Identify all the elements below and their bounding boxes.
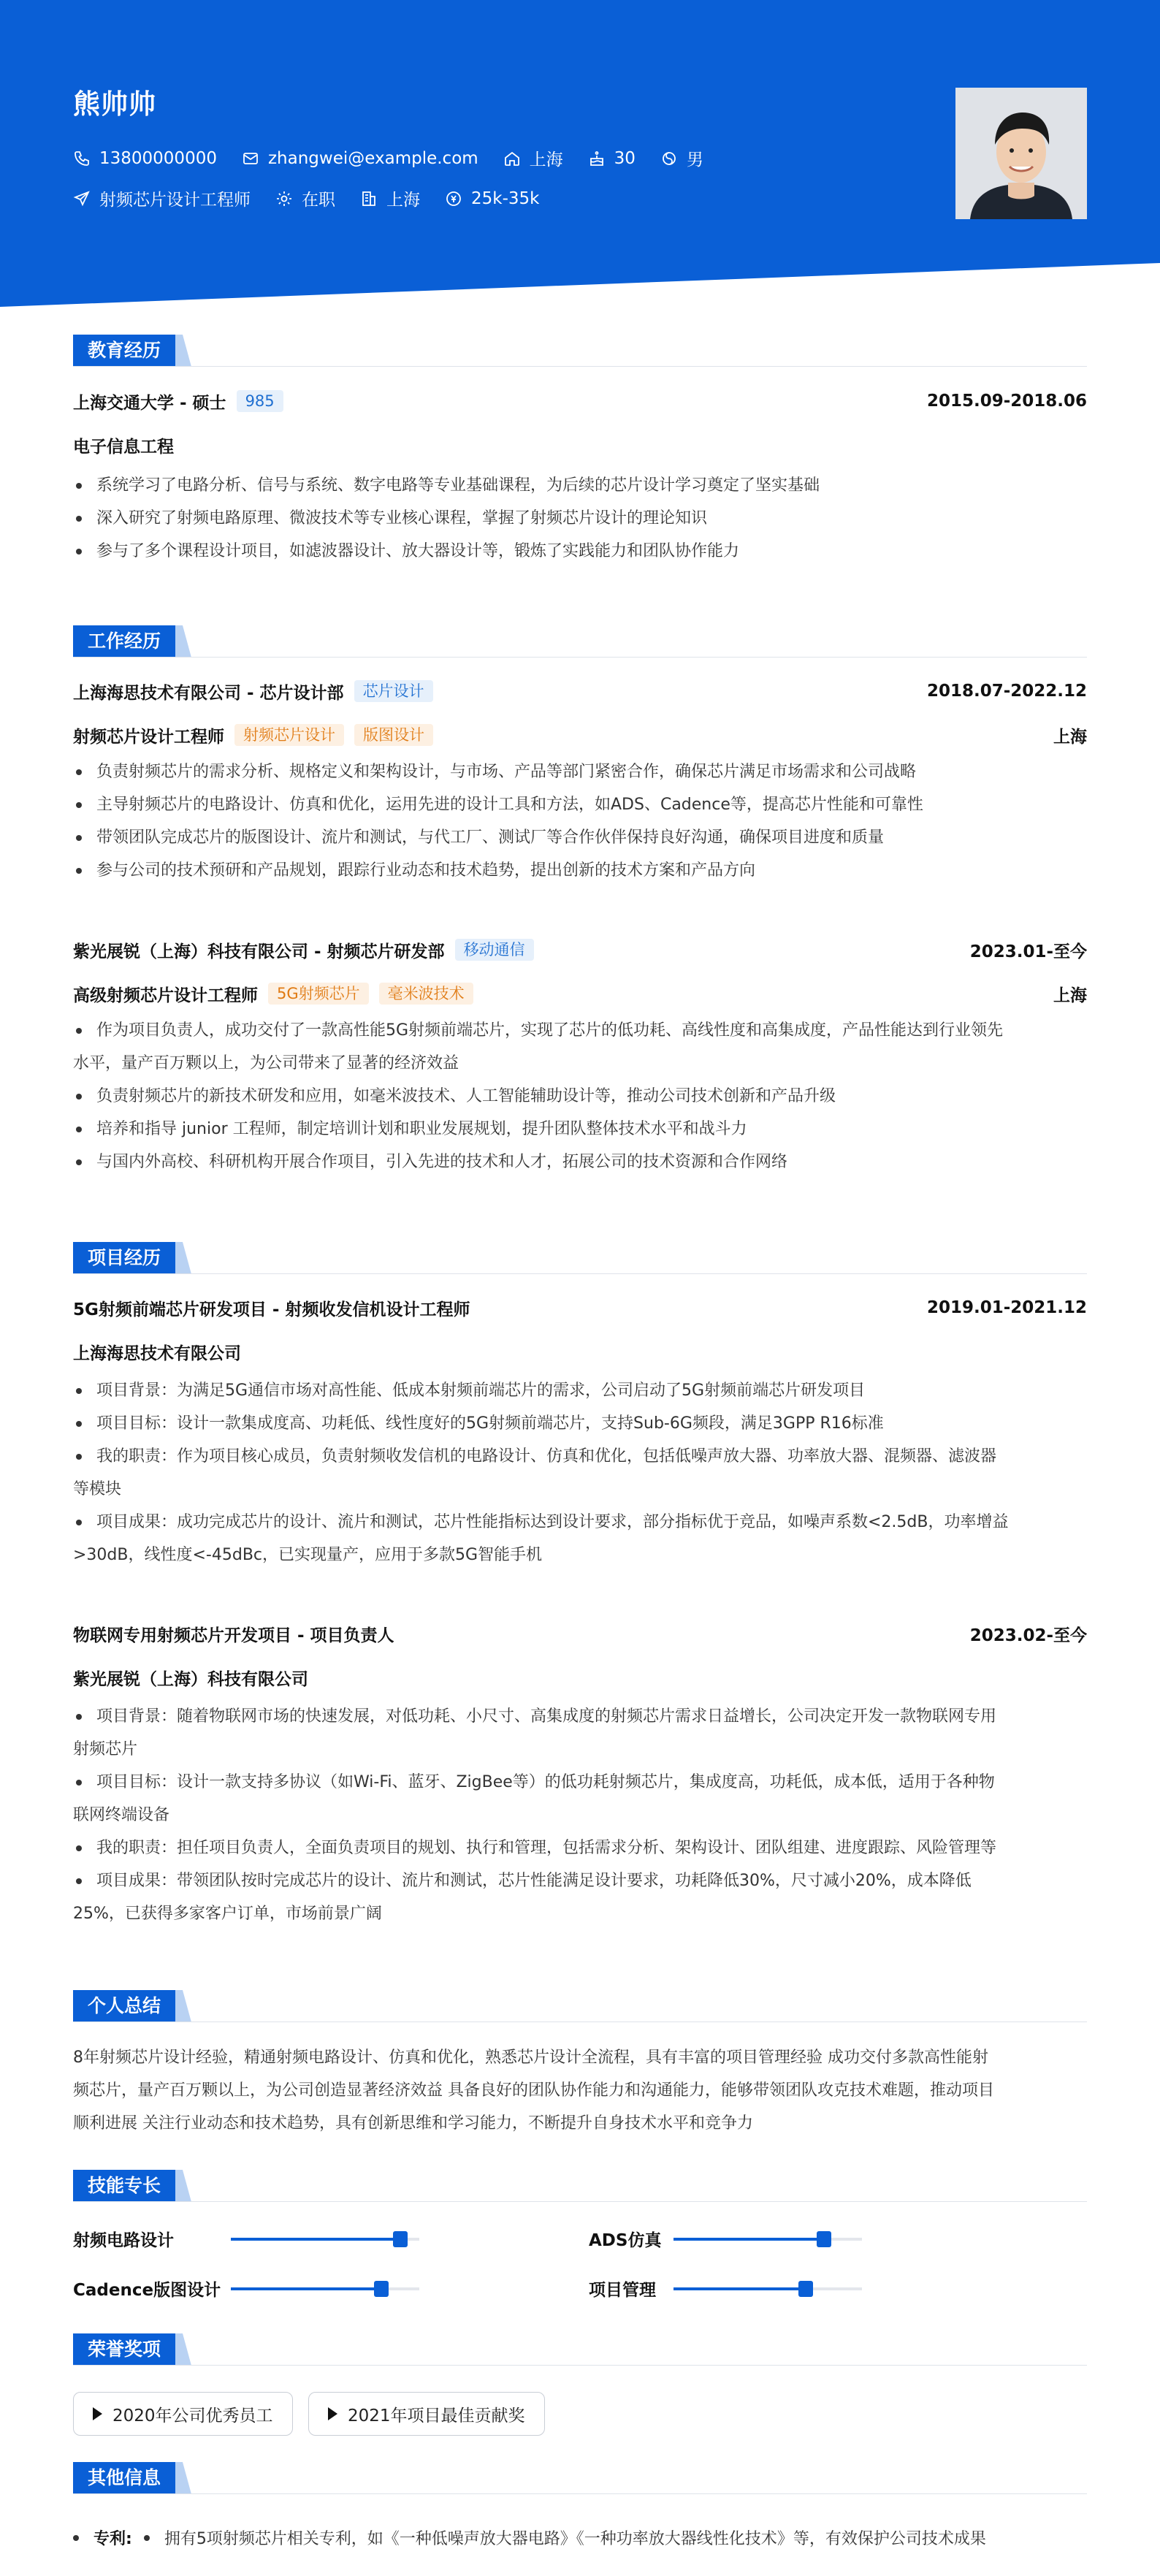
skill-knob [798, 2281, 813, 2297]
skill-bar [231, 2287, 419, 2290]
awards-section [73, 2333, 1087, 2426]
contact-row [73, 146, 728, 170]
skill-item [589, 2227, 862, 2251]
bullet-line: 联网终端设备 [73, 1806, 170, 1824]
skill-bar [674, 2238, 862, 2241]
skill-tag: 版图设计 [354, 724, 433, 746]
skill-tag: 射频芯片设计 [234, 724, 344, 746]
section-title-text: 项目经历 [73, 1242, 175, 1274]
section-title-education [73, 335, 1087, 367]
age-item [588, 149, 636, 168]
section-divider [73, 1273, 1087, 1274]
skill-item [73, 2276, 419, 2301]
summary-section [73, 1990, 1087, 2133]
skill-fill [674, 2238, 824, 2241]
award-text: 2021年项目最佳贡献奖 [348, 2406, 525, 2426]
job-title: 高级射频芯片设计工程师 [73, 986, 258, 1005]
salary-text: 25k-35k [471, 188, 540, 208]
project-head [73, 1296, 1087, 1319]
list-item: 主导射频芯片的电路设计、仿真和优化，运用先进的设计工具和方法，如ADS、Cadence等，提高芯片性能和可靠性 [73, 788, 1087, 821]
bullet-line: 项目成果：成功完成芯片的设计、流片和测试，芯片性能指标达到设计要求，部分指标优于竞品，如噪声系数<2.5dB，功率增益 [96, 1513, 1009, 1531]
section-title-project [73, 1242, 1087, 1274]
title-tail-decoration [175, 625, 193, 658]
skill-item [73, 2227, 419, 2251]
money-icon [445, 190, 462, 207]
city-text: 上海 [529, 150, 563, 169]
phone-item [73, 149, 217, 168]
bullet-line: 水平，量产百万颗以上，为公司带来了显著的经济效益 [73, 1054, 459, 1072]
mail-icon [242, 150, 259, 167]
list-item [73, 1440, 1087, 1506]
award-chip [308, 2392, 545, 2436]
phone-icon [73, 150, 91, 167]
work-role-row [73, 982, 1087, 1005]
bullet-line: 项目背景：随着物联网市场的快速发展，对低功耗、小尺寸、高集成度的射频芯片需求日益增长，公司决定开发一款物联网专用 [96, 1707, 997, 1726]
school-name: 上海交通大学 - 硕士 [73, 393, 226, 413]
work-head [73, 679, 1087, 703]
award-chip [73, 2392, 293, 2436]
project-section [73, 1242, 1087, 1923]
list-item: 参与了多个课程设计项目，如滤波器设计、放大器设计等，锻炼了实践能力和团队协作能力 [73, 535, 1087, 568]
education-entry [73, 389, 1087, 568]
education-date: 2015.09-2018.06 [926, 392, 1087, 411]
age-text: 30 [614, 148, 636, 168]
award-text: 2020年公司优秀员工 [112, 2406, 273, 2426]
phone-text: 13800000000 [99, 148, 217, 168]
work-location: 上海 [1053, 986, 1087, 1005]
skill-knob [374, 2281, 389, 2297]
work-location: 上海 [1053, 727, 1087, 747]
list-item [73, 1864, 1087, 1930]
list-item: 深入研究了射频电路原理、微波技术等专业核心课程，掌握了射频芯片设计的理论知识 [73, 502, 1087, 535]
send-icon [73, 190, 91, 207]
city-item [503, 146, 563, 170]
summary-line: 顺利进展 关注行业动态和技术趋势，具有创新思维和学习能力，不断提升自身技术水平和竞争力 [73, 2114, 753, 2133]
list-item: 项目目标：设计一款集成度高、功耗低、线性度好的5G射频前端芯片，支持Sub-6G频段，满足3GPP R16标准 [73, 1407, 1087, 1440]
list-item: 带领团队完成芯片的版图设计、流片和测试，与代工厂、测试厂等合作伙伴保持良好沟通，确保项目进度和质量 [73, 821, 1087, 854]
summary-line: 频芯片，量产百万颗以上，为公司创造显著经济效益 具备良好的团队协作能力和沟通能力，能够带领团队攻克技术难题，推动项目 [73, 2081, 994, 2100]
section-divider [73, 366, 1087, 367]
skill-fill [231, 2287, 381, 2290]
bullet-line: 项目目标：设计一款支持多协议（如Wi-Fi、蓝牙、ZigBee等）的低功耗射频芯片，集成度高，功耗低，成本低，适用于各种物 [96, 1773, 995, 1791]
skill-knob [817, 2231, 831, 2247]
other-section [73, 2462, 1087, 2572]
skill-knob [393, 2231, 408, 2247]
work-bullets [73, 755, 1087, 887]
project-head [73, 1622, 1087, 1645]
job-intent-row [73, 186, 564, 210]
project-date: 2023.02-至今 [969, 1626, 1087, 1645]
education-bullets [73, 469, 1087, 568]
title-tail-decoration [175, 1242, 193, 1274]
email-text: zhangwei@example.com [267, 148, 478, 168]
industry-badge: 芯片设计 [354, 680, 433, 702]
work-entry [73, 938, 1087, 1178]
skills-section [73, 2170, 1087, 2309]
industry-badge: 移动通信 [455, 939, 534, 961]
work-city-item [360, 186, 420, 210]
skill-name: 射频电路设计 [73, 2231, 174, 2250]
education-section [73, 335, 1087, 560]
section-title-summary [73, 1990, 1087, 2022]
section-title-text: 技能专长 [73, 2170, 175, 2202]
list-item [73, 1766, 1087, 1832]
home-icon [503, 150, 521, 167]
list-item [73, 1506, 1087, 1571]
skill-bar [231, 2238, 419, 2241]
position-item [73, 186, 251, 210]
list-item: 培养和指导 junior 工程师，制定培训计划和职业发展规划，提升团队整体技术水平和战斗力 [73, 1113, 1087, 1146]
skill-fill [674, 2287, 806, 2290]
list-item: 负责射频芯片的新技术研发和应用，如毫米波技术、人工智能辅助设计等，推动公司技术创新和产品升级 [73, 1080, 1087, 1113]
work-bullets [73, 1014, 1087, 1178]
bullet-dot [73, 2535, 79, 2541]
project-org: 上海海思技术有限公司 [73, 1344, 241, 1363]
section-title-text: 其他信息 [73, 2462, 175, 2494]
section-title-skills [73, 2170, 1087, 2202]
project-entry [73, 1296, 1087, 1571]
project-name: 5G射频前端芯片研发项目 - 射频收发信机设计工程师 [73, 1300, 470, 1319]
bullet-line: 射频芯片 [73, 1740, 138, 1758]
title-tail-decoration [175, 2170, 193, 2202]
work-head [73, 938, 1087, 961]
skill-name: ADS仿真 [589, 2231, 662, 2250]
avatar [955, 88, 1087, 219]
section-divider [73, 2365, 1087, 2366]
bullet-line: 25%，已获得多家客户订单，市场前景广阔 [73, 1905, 382, 1923]
major-name: 电子信息工程 [73, 438, 174, 457]
work-date: 2018.07-2022.12 [926, 682, 1087, 701]
section-title-text: 工作经历 [73, 625, 175, 658]
bullet-line: >30dB，线性度<-45dBc，已实现量产，应用于多款5G智能手机 [73, 1546, 543, 1564]
resume-header [0, 0, 1160, 314]
gender-icon [660, 150, 678, 167]
education-head [73, 389, 1087, 413]
section-divider [73, 657, 1087, 658]
list-item [73, 1014, 1087, 1080]
play-triangle-icon [328, 2407, 337, 2420]
skill-bar [674, 2287, 862, 2290]
section-title-other [73, 2462, 1087, 2494]
summary-text [73, 2041, 1087, 2140]
title-tail-decoration [175, 2333, 193, 2366]
project-bullets [73, 1374, 1087, 1571]
section-title-awards [73, 2333, 1087, 2366]
list-item [73, 1700, 1087, 1766]
candidate-name: 熊帅帅 [73, 88, 156, 120]
section-divider [73, 2021, 1087, 2022]
list-item: 系统学习了电路分析、信号与系统、数字电路等专业基础课程，为后续的芯片设计学习奠定了坚实基础 [73, 469, 1087, 502]
bullet-line: 作为项目负责人，成功交付了一款高性能5G射频前端芯片，实现了芯片的低功耗、高线性度和高集成度，产品性能达到行业领先 [96, 1021, 1004, 1040]
cake-icon [588, 150, 606, 167]
list-item: 与国内外高校、科研机构开展合作项目，引入先进的技术和人才，拓展公司的技术资源和合作网络 [73, 1146, 1087, 1178]
work-section [73, 625, 1087, 1171]
work-city-text: 上海 [386, 191, 420, 210]
job-title: 射频芯片设计工程师 [73, 727, 224, 747]
work-role-row [73, 723, 1087, 747]
email-item [242, 149, 478, 168]
skill-name: Cadence版图设计 [73, 2281, 221, 2300]
gender-text: 男 [686, 150, 703, 169]
project-entry [73, 1622, 1087, 1930]
status-text: 在职 [302, 191, 335, 210]
play-triangle-icon [93, 2407, 102, 2420]
title-tail-decoration [175, 1990, 193, 2022]
skill-item [589, 2276, 862, 2301]
section-divider [73, 2201, 1087, 2202]
company-name: 紫光展锐（上海）科技有限公司 - 射频芯片研发部 [73, 942, 445, 961]
project-name: 物联网专用射频芯片开发项目 - 项目负责人 [73, 1626, 394, 1645]
status-item [275, 186, 335, 210]
project-bullets [73, 1700, 1087, 1930]
bullet-dot [144, 2535, 150, 2541]
section-title-text: 教育经历 [73, 335, 175, 367]
company-name: 上海海思技术有限公司 - 芯片设计部 [73, 683, 344, 703]
section-title-text: 荣誉奖项 [73, 2333, 175, 2366]
other-item [73, 2526, 986, 2549]
project-date: 2019.01-2021.12 [926, 1298, 1087, 1317]
section-title-work [73, 625, 1087, 658]
title-tail-decoration [175, 335, 193, 367]
position-text: 射频芯片设计工程师 [99, 191, 251, 210]
title-tail-decoration [175, 2462, 193, 2494]
section-divider [73, 2493, 1087, 2494]
section-title-text: 个人总结 [73, 1990, 175, 2022]
skill-tag: 5G射频芯片 [268, 983, 369, 1005]
work-date: 2023.01-至今 [969, 942, 1087, 961]
work-entry [73, 679, 1087, 887]
building-icon [360, 190, 378, 207]
project-org: 紫光展锐（上海）科技有限公司 [73, 1670, 308, 1689]
skill-fill [231, 2238, 400, 2241]
settings-icon [275, 190, 293, 207]
summary-line: 8年射频芯片设计经验，精通射频电路设计、仿真和优化，熟悉芯片设计全流程，具有丰富的项目管理经验 成功交付多款高性能射 [73, 2049, 988, 2067]
skill-name: 项目管理 [589, 2281, 656, 2300]
skill-tag: 毫米波技术 [379, 983, 473, 1005]
gender-item [660, 146, 703, 170]
list-item: 负责射频芯片的需求分析、规格定义和架构设计，与市场、产品等部门紧密合作，确保芯片满足市场需求和公司战略 [73, 755, 1087, 788]
salary-item [445, 189, 539, 208]
list-item: 项目背景：为满足5G通信市场对高性能、低成本射频前端芯片的需求，公司启动了5G射频前端芯片研发项目 [73, 1374, 1087, 1407]
bullet-line: 项目成果：带领团队按时完成芯片的设计、流片和测试，芯片性能满足设计要求，功耗降低30%，尺寸减小20%，成本降低 [96, 1872, 972, 1890]
list-item: 参与公司的技术预研和产品规划，跟踪行业动态和技术趋势，提出创新的技术方案和产品方向 [73, 854, 1087, 887]
other-label: 专利: [94, 2530, 132, 2548]
bullet-line: 我的职责：作为项目核心成员，负责射频收发信机的电路设计、仿真和优化，包括低噪声放大器、功率放大器、混频器、滤波器 [96, 1447, 997, 1466]
list-item: 我的职责：担任项目负责人，全面负责项目的规划、执行和管理，包括需求分析、架构设计、团队组建、进度跟踪、风险管理等 [73, 1832, 1087, 1864]
school-badge: 985 [237, 390, 283, 412]
other-text: 拥有5项射频芯片相关专利，如《一种低噪声放大器电路》《一种功率放大器线性化技术》等，有效保护公司技术成果 [164, 2530, 986, 2548]
profile-photo [955, 88, 1087, 219]
bullet-line: 等模块 [73, 1480, 122, 1498]
